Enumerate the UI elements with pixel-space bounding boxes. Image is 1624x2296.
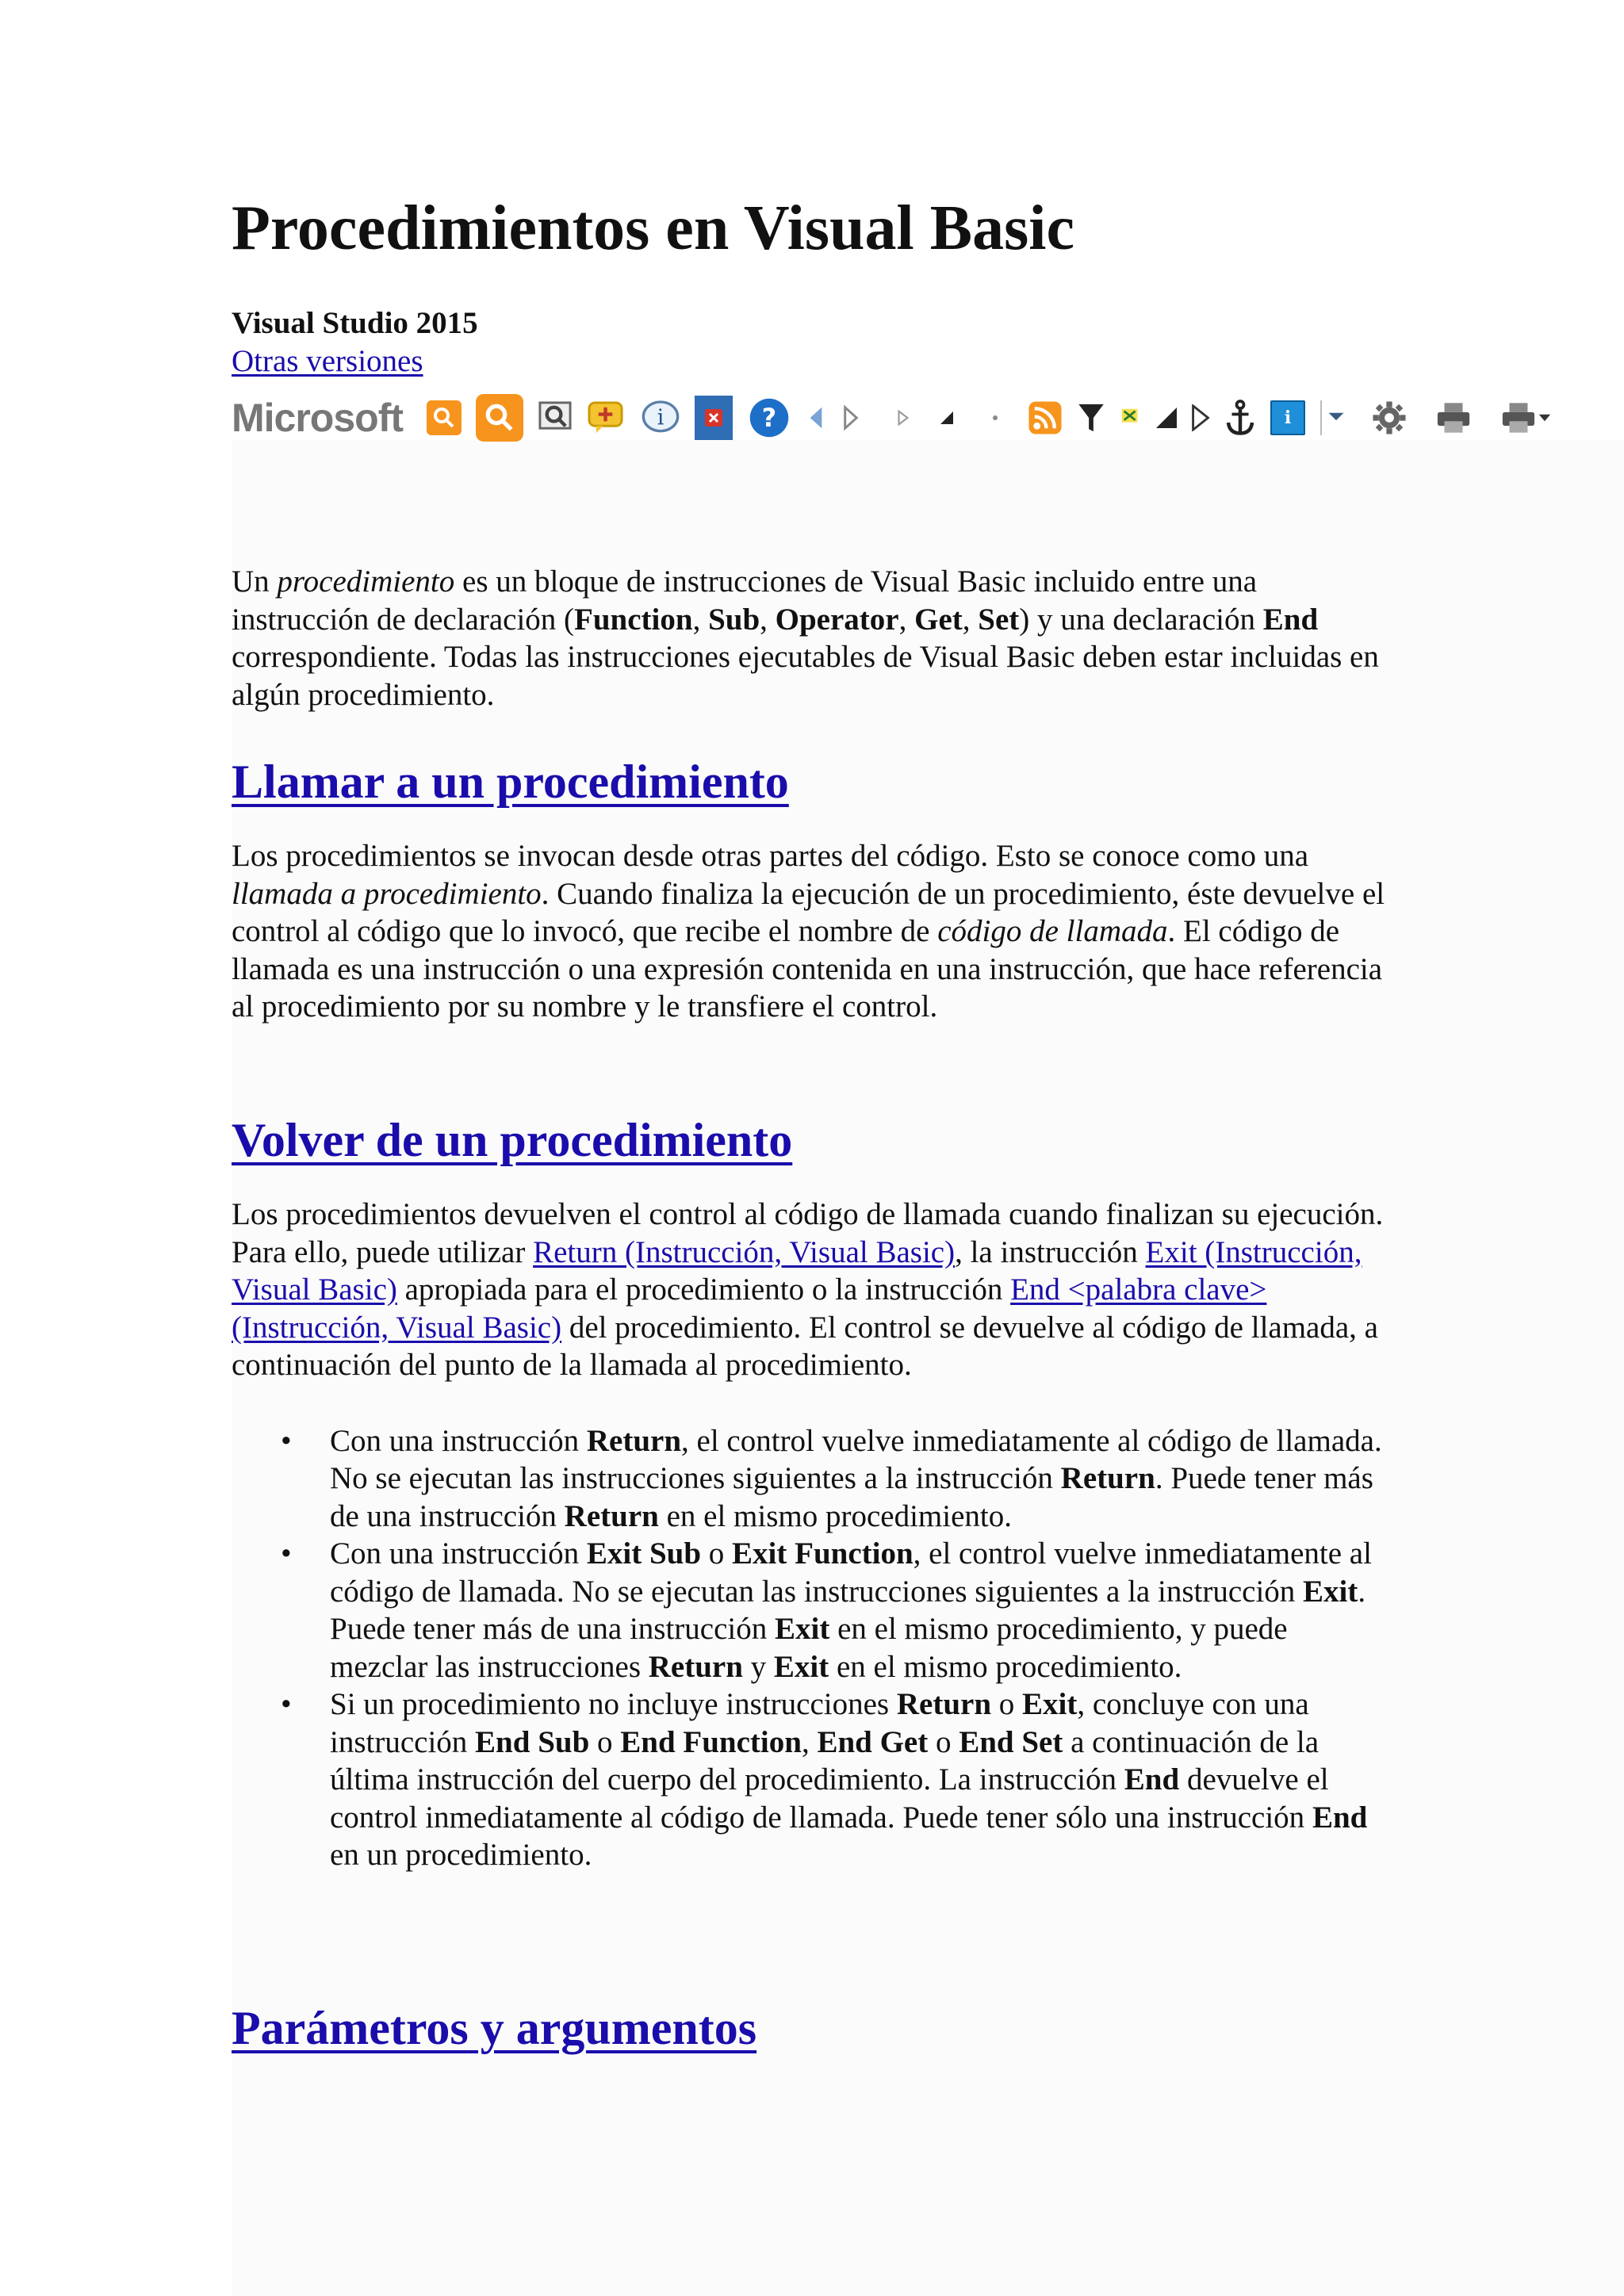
return-list bbox=[232, 1422, 1389, 1874]
anchor-icon[interactable] bbox=[1224, 399, 1256, 437]
search-icon[interactable] bbox=[476, 394, 523, 442]
zoom-icon[interactable] bbox=[538, 400, 573, 435]
help-icon[interactable] bbox=[747, 396, 791, 440]
dropdown-icon[interactable] bbox=[1327, 402, 1345, 434]
gear-icon[interactable] bbox=[1372, 400, 1407, 435]
play-outline-icon[interactable] bbox=[1191, 404, 1210, 431]
other-versions-link[interactable]: Otras versiones bbox=[232, 344, 423, 378]
bullet: • bbox=[281, 1687, 292, 1721]
params-section bbox=[232, 1999, 1389, 2057]
intro-section bbox=[232, 563, 1389, 714]
exit-statement-link[interactable]: Exit (Instrucción, Visual Basic) bbox=[232, 1234, 1362, 1307]
info-square-icon[interactable]: i bbox=[1270, 400, 1305, 435]
intro-paragraph: Un procedimiento es un bloque de instrucciones de Visual Basic incluido entre una instrucción de declaración (Function, Sub, Operator, Get, Set) y una declaración End correspondiente. Todas las instrucciones ejecutables de Visual Basic deben estar incluidas en algún procedimiento. bbox=[232, 564, 1379, 712]
triangle-icon bbox=[1156, 408, 1177, 428]
previous-icon[interactable] bbox=[806, 400, 826, 435]
svg-text:?: ? bbox=[761, 404, 777, 434]
next-icon[interactable] bbox=[841, 400, 861, 435]
search-icon[interactable] bbox=[427, 400, 462, 435]
play-icon[interactable] bbox=[898, 409, 909, 427]
return-statement-link[interactable]: Return (Instrucción, Visual Basic) bbox=[533, 1234, 956, 1269]
return-section bbox=[232, 1112, 1389, 1874]
info-icon[interactable] bbox=[641, 398, 680, 438]
call-section bbox=[232, 753, 1389, 1026]
call-paragraph: Los procedimientos se invocan desde otras partes del código. Esto se conoce como una llamada a procedimiento. Cuando finaliza la ejecución de un procedimiento, éste devuelve el control al código que lo invocó, que recibe el nombre de código de llamada. El código de llamada es una instrucción o una expresión contenida en una instrucción, que hace referencia al procedimiento por su nombre y le transfiere el control. bbox=[232, 839, 1385, 1024]
filter-icon[interactable] bbox=[1077, 402, 1105, 434]
page-title: Procedimientos en Visual Basic bbox=[232, 193, 1074, 263]
list-item: • Con una instrucción Exit Sub o Exit Function, el control vuelve inmediatamente al código de llamada. No se ejecutan las instrucciones siguientes a la instrucción Exit. Puede tener más de una instrucción Exit en el mismo procedimiento, y puede mezclar las instrucciones Return y Exit en el mismo procedimiento. bbox=[281, 1536, 1372, 1684]
microsoft-logo: Microsoft bbox=[232, 396, 403, 440]
rss-icon[interactable] bbox=[1028, 400, 1063, 435]
close-icon[interactable] bbox=[695, 396, 733, 440]
flag-icon bbox=[1120, 407, 1142, 429]
end-statement-link[interactable]: End <palabra clave> (Instrucción, Visual Basic) bbox=[232, 1272, 1267, 1345]
svg-text:i: i bbox=[657, 405, 665, 430]
product-version: Visual Studio 2015 bbox=[232, 306, 478, 340]
dot-icon bbox=[991, 414, 999, 422]
separator bbox=[1320, 400, 1323, 435]
list-item: • Si un procedimiento no incluye instrucciones Return o Exit, concluye con una instrucción End Sub o End Function, End Get o End Set a continuación de la última instrucción del cuerpo del procedimiento. La instrucción End devuelve el control inmediatamente al código de llamada. Puede tener sólo una instrucción End en un procedimiento. bbox=[281, 1687, 1368, 1872]
list-item: • Con una instrucción Return, el control vuelve inmediatamente al código de llamada. No se ejecutan las instrucciones siguientes a la instrucción Return. Puede tener más de una instrucción Return en el mismo procedimiento. bbox=[281, 1423, 1382, 1533]
print-icon[interactable] bbox=[1435, 400, 1472, 435]
triangle-icon bbox=[940, 411, 953, 424]
return-paragraph: Los procedimientos devuelven el control al código de llamada cuando finalizan su ejecución. Para ello, puede utilizar Return (Instrucción, Visual Basic), la instrucción Exit (Instrucción, Visual Basic) apropiada para el procedimiento o la instrucción End <palabra clave> (Instrucción, Visual Basic) del procedimiento. El control se devuelve al código de llamada, a continuación del punto de la llamada al procedimiento. bbox=[232, 1197, 1384, 1382]
add-comment-icon[interactable] bbox=[587, 400, 626, 435]
bullet: • bbox=[281, 1536, 292, 1571]
heading-volver-procedimiento[interactable]: Volver de un procedimiento bbox=[232, 1114, 793, 1166]
heading-parametros-argumentos[interactable]: Parámetros y argumentos bbox=[232, 2002, 757, 2054]
bullet: • bbox=[281, 1423, 292, 1458]
toolbar bbox=[232, 382, 1624, 453]
print-dropdown-icon[interactable] bbox=[1500, 400, 1553, 435]
heading-llamar-procedimiento[interactable]: Llamar a un procedimiento bbox=[232, 756, 789, 808]
